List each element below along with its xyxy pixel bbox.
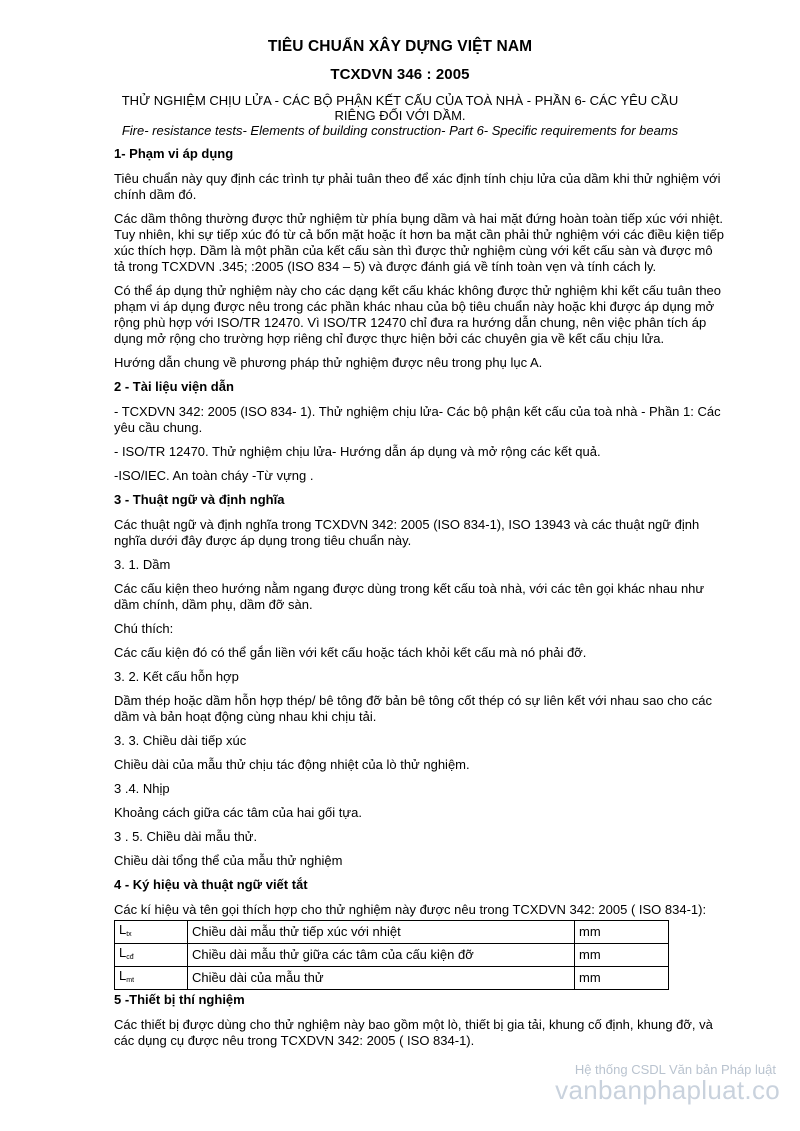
- subtitle-vietnamese: THỬ NGHIỆM CHỊU LỬA - CÁC BỘ PHẬN KẾT CẤU CỦA TOÀ NHÀ - PHẦN 6- CÁC YÊU CẦU RIÊNG ĐỐI VỚI DẦM.: [121, 93, 679, 123]
- note-label: Chú thích:: [114, 621, 174, 636]
- document-body: [114, 146, 726, 1057]
- description-cell: Chiều dài mẫu thử giữa các tâm của cấu kiện đỡ: [188, 944, 575, 967]
- description-cell: Chiều dài mẫu thử tiếp xúc với nhiệt: [188, 921, 575, 944]
- term-heading: 3. 1. Dầm: [114, 557, 171, 572]
- paragraph: Hướng dẫn chung về phương pháp thử nghiệm được nêu trong phụ lục A.: [114, 355, 543, 370]
- watermark-site: vanbanphapluat.co: [555, 1075, 780, 1105]
- unit-cell: mm: [575, 921, 669, 944]
- section-heading-1: 1- Phạm vi áp dụng: [114, 146, 234, 161]
- section-heading-4: 4 - Ký hiệu và thuật ngữ viết tắt: [114, 877, 308, 892]
- reference-item: - TCXDVN 342: 2005 (ISO 834- 1). Thử nghiệm chịu lửa- Các bộ phận kết cấu của toà nhà - Phần 1: Các yêu cầu chung.: [114, 404, 721, 435]
- symbol-cell: $L_{mt}$: [115, 967, 188, 990]
- paragraph: Các thuật ngữ và định nghĩa trong TCXDVN 342: 2005 (ISO 834-1), ISO 13943 và các thuật ngữ định nghĩa dưới đây được áp dụng trong tiêu chuẩn này.: [114, 517, 700, 548]
- paragraph: Các kí hiệu và tên gọi thích hợp cho thử nghiệm này được nêu trong TCXDVN 342: 2005 ( ISO 834-1):: [114, 902, 707, 917]
- term-heading: 3 . 5. Chiều dài mẫu thử.: [114, 829, 258, 844]
- symbol-cell: $L_{cđ}$: [115, 944, 188, 967]
- term-heading: 3 .4. Nhịp: [114, 781, 170, 796]
- table-row: [115, 921, 669, 944]
- term-heading: 3. 3. Chiều dài tiếp xúc: [114, 733, 247, 748]
- paragraph: Các dầm thông thường được thử nghiệm từ phía bụng dầm và hai mặt đứng hoàn toàn tiếp xúc với nhiệt. Tuy nhiên, khi sự tiếp xúc đó từ cả bốn mặt hoặc ít hơn ba mặt cần phải thử nghiệm với các điều kiện tiếp xúc thích hợp. Dầm là một phần của kết cấu sàn thì được thử nghiệm cùng với kết cấu sàn và được mô tả trong TCXDVN .345; :2005 (ISO 834 – 5) và được đánh giá về tính toàn vẹn và tính cách ly.: [114, 211, 724, 274]
- paragraph: Các thiết bị được dùng cho thử nghiệm này bao gồm một lò, thiết bị gia tải, khung cố định, khung đỡ, và các dụng cụ được nêu trong TCXDVN 342: 2005 ( ISO 834-1).: [114, 1017, 713, 1048]
- term-definition: Chiều dài tổng thể của mẫu thử nghiệm: [114, 853, 343, 868]
- unit-cell: mm: [575, 967, 669, 990]
- watermark-caption: Hệ thống CSDL Văn bản Pháp luật: [574, 1062, 776, 1077]
- section-heading-3: 3 - Thuật ngữ và định nghĩa: [114, 492, 285, 507]
- description-cell: Chiều dài của mẫu thử: [188, 967, 575, 990]
- term-definition: Dầm thép hoặc dầm hỗn hợp thép/ bê tông đỡ bản bê tông cốt thép có sự liên kết với nhau sao cho các dầm và bản hoạt động cùng nhau khi chịu tải.: [114, 693, 712, 724]
- unit-cell: mm: [575, 944, 669, 967]
- term-definition: Chiều dài của mẫu thử chịu tác động nhiệt của lò thử nghiệm.: [114, 757, 470, 772]
- symbol-cell: $L_{tx}$: [115, 921, 188, 944]
- section-heading-5: 5 -Thiết bị thí nghiệm: [114, 992, 245, 1007]
- standard-code: TCXDVN 346 : 2005: [330, 66, 470, 83]
- reference-item: - ISO/TR 12470. Thử nghiệm chịu lửa- Hướng dẫn áp dụng và mở rộng các kết quả.: [114, 444, 601, 459]
- section-heading-2: 2 - Tài liệu viện dẫn: [114, 379, 234, 394]
- term-definition: Các cấu kiện theo hướng nằm ngang được dùng trong kết cấu toà nhà, với các tên gọi khác nhau như dầm chính, dầm phụ, dầm đỡ sàn.: [114, 581, 705, 612]
- note-text: Các cấu kiện đó có thể gắn liền với kết cấu hoặc tách khỏi kết cấu mà nó phải đỡ.: [114, 645, 587, 660]
- symbols-table: [114, 920, 669, 990]
- term-definition: Khoảng cách giữa các tâm của hai gối tựa.: [114, 805, 362, 820]
- term-heading: 3. 2. Kết cấu hỗn hợp: [114, 669, 239, 684]
- document-title: TIÊU CHUẨN XÂY DỰNG VIỆT NAM: [267, 38, 533, 55]
- reference-item: -ISO/IEC. An toàn cháy -Từ vựng .: [114, 468, 314, 483]
- paragraph: Có thể áp dụng thử nghiệm này cho các dạng kết cấu khác không được thử nghiệm khi kết cấu tuân theo phạm vi áp dụng được nêu trong các phần khác nhau của bộ tiêu chuẩn này hoặc khi được áp dụng mở rộng phù hợp với ISO/TR 12470. Vì ISO/TR 12470 chỉ đưa ra hướng dẫn chung, nên việc phân tích áp dụng mở rộng cho trường hợp riêng chỉ được thực hiện bởi các chuyên gia về kết cấu chịu lửa.: [114, 283, 722, 346]
- table-row: [115, 944, 669, 967]
- subtitle-english: Fire- resistance tests- Elements of building construction- Part 6- Specific requirements for beams: [121, 123, 679, 138]
- table-row: [115, 967, 669, 990]
- paragraph: Tiêu chuẩn này quy định các trình tự phải tuân theo để xác định tính chịu lửa của dầm khi thử nghiệm với chính dầm đó.: [114, 171, 721, 202]
